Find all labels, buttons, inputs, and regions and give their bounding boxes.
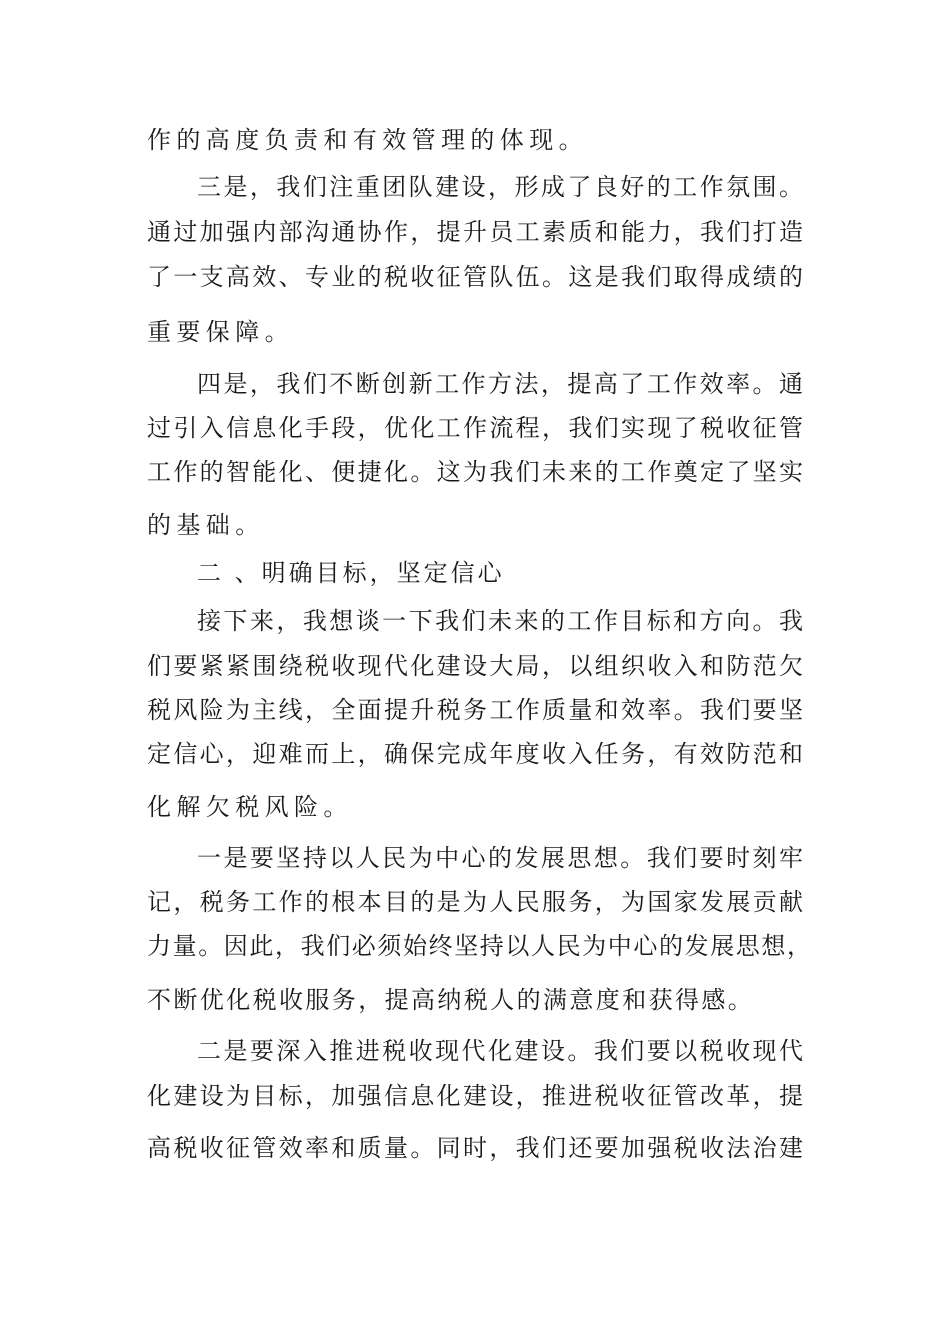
section-heading: 二 、明确目标，坚定信心 [197,559,505,587]
text-line: 力量。因此，我们必须始终坚持以人民为中心的发展思想， [147,932,811,960]
paragraph-first-line: 四是，我们不断创新工作方法，提高了工作效率。通 [197,370,803,398]
text-line: 工作的智能化、便捷化。这为我们未来的工作奠定了坚实 [147,458,803,486]
text-line: 记，税务工作的根本目的是为人民服务，为国家发展贡献 [147,888,803,916]
text-line: 们要紧紧围绕税收现代化建设大局，以组织收入和防范欠 [147,652,803,680]
text-line: 通过加强内部沟通协作，提升员工素质和能力，我们打造 [147,218,803,246]
text-line: 税风险为主线，全面提升税务工作质量和效率。我们要坚 [147,696,803,724]
text-line: 重要保障。 [147,318,294,346]
paragraph-first-line: 三是，我们注重团队建设，形成了良好的工作氛围。 [197,173,803,201]
text-line: 化建设为目标，加强信息化建设，推进税收征管改革，提 [147,1082,803,1110]
text-line: 化解欠税风险。 [147,793,353,821]
text-line: 的基础。 [147,511,265,539]
paragraph-first-line: 接下来，我想谈一下我们未来的工作目标和方向。我 [197,607,803,635]
text-line: 作的高度负责和有效管理的体现。 [147,126,588,154]
text-line: 高税收征管效率和质量。同时，我们还要加强税收法治建 [147,1134,803,1162]
paragraph-first-line: 一是要坚持以人民为中心的发展思想。我们要时刻牢 [197,844,803,872]
paragraph-first-line: 二是要深入推进税收现代化建设。我们要以税收现代 [197,1037,803,1065]
text-line: 过引入信息化手段，优化工作流程，我们实现了税收征管 [147,414,803,442]
text-line: 定信心，迎难而上，确保完成年度收入任务，有效防范和 [147,740,803,768]
text-line: 不断优化税收服务，提高纳税人的满意度和获得感。 [147,986,755,1014]
text-line: 了一支高效、专业的税收征管队伍。这是我们取得成绩的 [147,263,803,291]
